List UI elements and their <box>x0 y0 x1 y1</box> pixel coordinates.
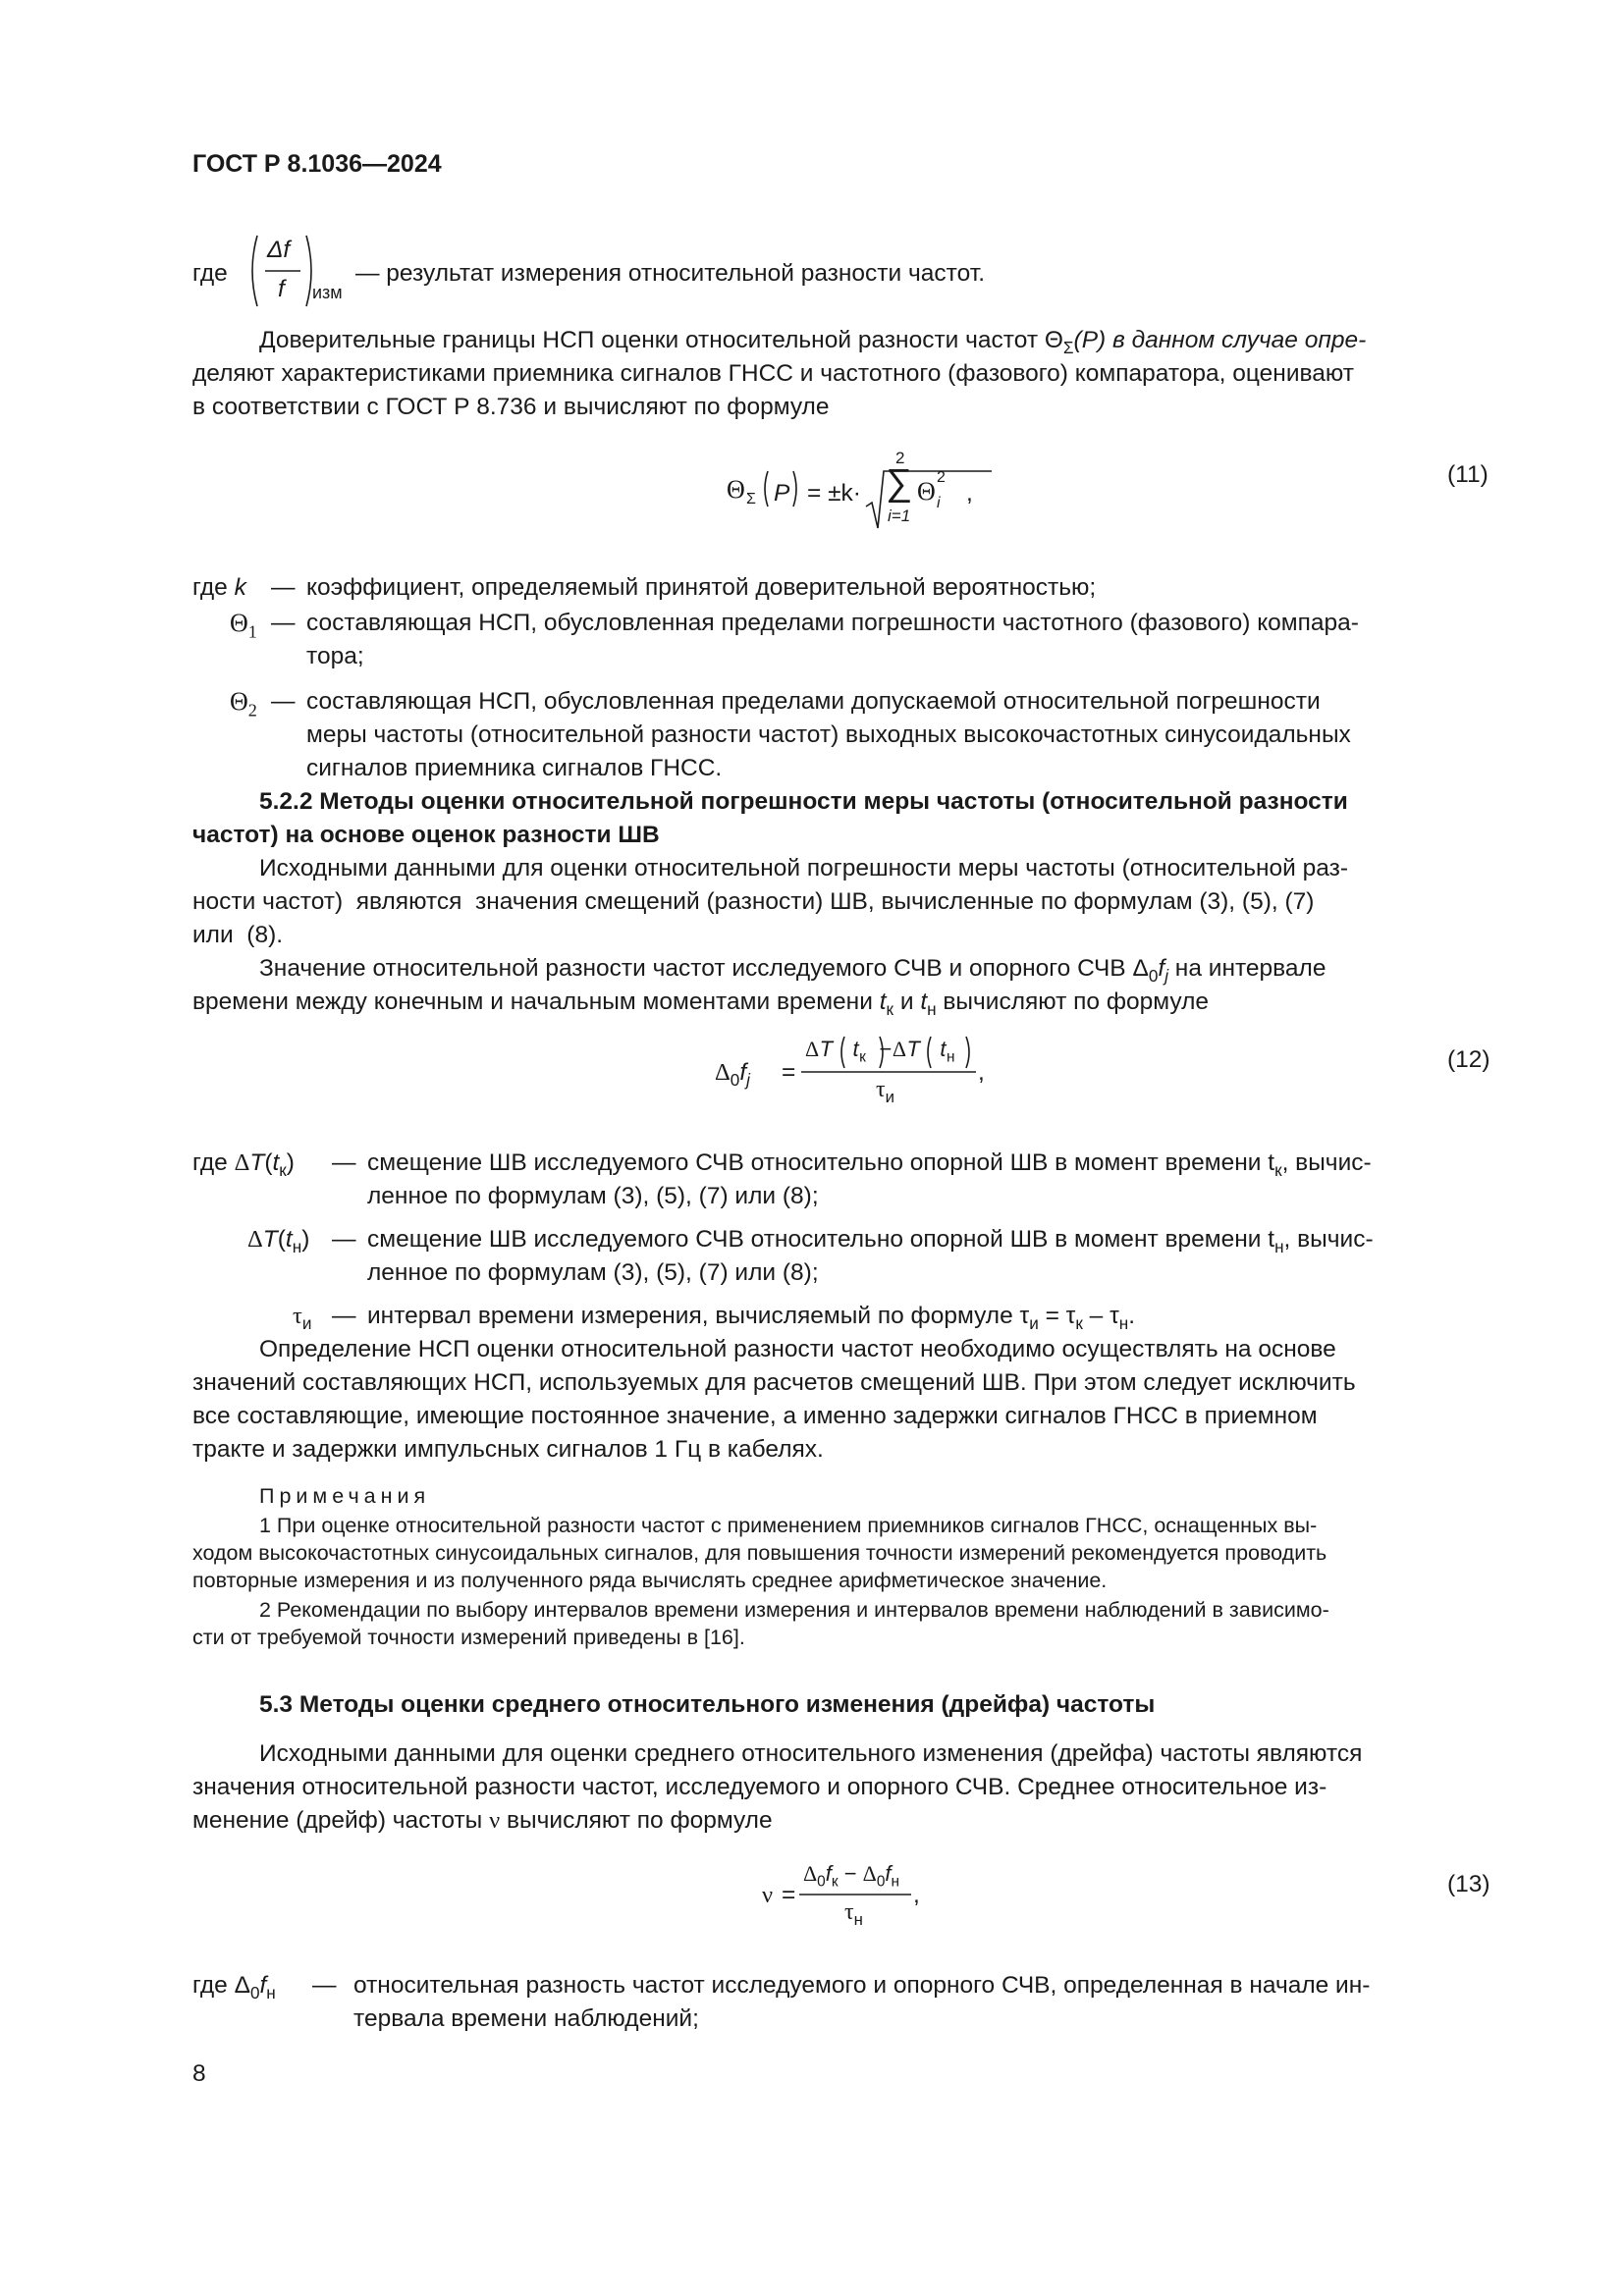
note1-line3: повторные измерения и из полученного ряда вычислять среднее арифметическое значение. <box>192 1569 1108 1592</box>
eq12-denominator <box>876 1076 895 1106</box>
para3-l2t1sub: к <box>886 999 894 1019</box>
note1-line1: 1 При оценке относительной разности частот с применением приемников сигналов ГНСС, оснащенных вы- <box>259 1514 1318 1537</box>
para3-l2t1: t <box>879 988 887 1015</box>
eq13-num-af: f <box>825 1861 832 1886</box>
eq11-sum-top: 2 <box>895 449 905 467</box>
def11-k-symbol: где k <box>192 574 246 601</box>
frac-denominator: f <box>278 276 285 302</box>
para1-line1-b-text: (P) в данном случае опре- <box>1073 327 1367 353</box>
def12-dtn-l1-end: , вычис- <box>1283 1226 1374 1253</box>
def12-tau-t6: . <box>1128 1303 1136 1329</box>
def11-theta2-line3: сигналов приемника сигналов ГНСС. <box>306 755 723 781</box>
equation-13 <box>762 1851 958 1936</box>
def12-tau-t4: – τ <box>1082 1303 1119 1329</box>
eq11-sum-bot: i=1 <box>888 507 911 525</box>
eq13-eq: = <box>782 1882 796 1908</box>
def12-tau-t1: и <box>1029 1313 1039 1333</box>
frac-numerator: Δf <box>267 237 291 263</box>
para4-line4: тракте и задержки импульсных сигналов 1 Гц в кабелях. <box>192 1436 824 1463</box>
def12-dt-k-symbol: где $\Delta T(t_к)$ <box>192 1149 295 1180</box>
def11-k-text: коэффициент, определяемый принятой доверительной вероятностью; <box>306 574 1097 601</box>
eq11-tail: , <box>966 480 973 507</box>
def12-dtn-l1-sub: н <box>1274 1237 1284 1256</box>
def12-dt-k-line1 <box>367 1147 1490 1180</box>
def13-symf: f <box>259 1972 267 1999</box>
eq13-denominator <box>844 1898 863 1929</box>
para2-line2: ности частот) являются значения смещений (разности) ШВ, вычисленные по формулам (3), (5), (7) <box>192 888 1315 915</box>
eq11-sum: ∑ <box>886 462 913 504</box>
eq13-number: (13) <box>1447 1871 1490 1897</box>
note1-line2: ходом высокочастотных синусоидальных сигналов, для повышения точности измерений рекомендуется проводить <box>192 1541 1327 1565</box>
def12-dtk-l1: смещение ШВ исследуемого СЧВ относительно опорной ШВ в момент времени t <box>367 1149 1275 1176</box>
equation-12 <box>715 1031 990 1115</box>
section-5-2-2-line1: 5.2.2 Методы оценки относительной погрешности меры частоты (относительной разности <box>259 788 1348 815</box>
block1-text: — результат измерения относительной разности частот. <box>355 260 986 287</box>
def12-tau-text <box>367 1300 1135 1333</box>
frac-subscript: изм <box>312 283 343 302</box>
def11-theta1-line1: составляющая НСП, обусловленная пределами погрешности частотного (фазового) компара- <box>306 610 1359 636</box>
eq13-num-a-sub: 0 <box>817 1873 826 1891</box>
para3-l2t2: t <box>920 988 928 1015</box>
eq13-num-b-sub: 0 <box>876 1873 886 1891</box>
para1-line2: деляют характеристиками приемника сигналов ГНСС и частотного (фазового) компаратора, оценивают <box>192 360 1354 387</box>
note2-line1: 2 Рекомендации по выбору интервалов времени измерения и интервалов времени наблюдений в зависимо- <box>259 1598 1329 1622</box>
para4-line2: значений составляющих НСП, используемых для расчетов смещений ШВ. При этом следует исключить <box>192 1369 1356 1396</box>
para1-line1 <box>259 324 1490 357</box>
eq12-lhs-sub: 0 <box>730 1070 740 1090</box>
para3-l1b: на интервале <box>1168 955 1326 982</box>
para3-l2mid: и <box>893 988 921 1015</box>
def13-symbol <box>192 1969 276 2002</box>
equation-11 <box>727 444 982 534</box>
def11-theta1-line2: тора; <box>306 643 364 669</box>
def11-theta2-line2: меры частоты (относительной разности частот) выходных высокочастотных синусоидальных <box>306 721 1351 748</box>
def11-theta2-line1: составляющая НСП, обусловленная пределами допускаемой относительной погрешности <box>306 688 1321 715</box>
para1-line1-b <box>1074 327 1367 353</box>
def11-theta1-symbol <box>230 607 257 640</box>
eq13-den-tau: τ <box>844 1899 854 1925</box>
para3-line2 <box>192 986 1490 1019</box>
eq11-theta: Θ <box>727 475 745 504</box>
para3-l2t2sub: н <box>927 999 937 1019</box>
def12-tau-t2: = τ <box>1038 1303 1076 1329</box>
where-label: где <box>192 260 228 287</box>
eq12-number: (12) <box>1447 1046 1490 1073</box>
eq13-num-b: Δ <box>862 1861 877 1886</box>
def12-tau-sub: и <box>301 1313 312 1333</box>
eq13-numerator <box>803 1859 899 1889</box>
def13-symsub: 0 <box>249 1983 260 2002</box>
def12-dt-n-dash: — <box>332 1226 356 1253</box>
para3-l1sub: 0 <box>1148 966 1159 986</box>
eq11-arg: P <box>774 480 790 507</box>
eq13-num-a: Δ <box>803 1861 818 1886</box>
para4-line3: все составляющие, имеющие постоянное значение, а именно задержки сигналов ГНСС в приемном <box>192 1403 1318 1429</box>
def11-theta2-sub: 2 <box>247 700 257 721</box>
def11-theta1-sub: 1 <box>247 621 257 642</box>
def12-dt-n-symbol: $\Delta T(t_н)$ <box>247 1226 310 1256</box>
def12-tau-t0: интервал времени измерения, вычисляемый по формуле τ <box>367 1303 1030 1329</box>
para5-l3a: менение (дрейф) частоты <box>192 1807 490 1834</box>
def12-dtn-sub: н <box>292 1237 302 1256</box>
def13-dash: — <box>312 1972 337 1999</box>
eq11-eq: = ±k· <box>807 480 861 507</box>
def12-dtk-sub: к <box>279 1160 287 1180</box>
eq12-lhs-fsub: j <box>746 1070 750 1090</box>
def12-tau-sym: τ <box>293 1303 302 1329</box>
def12-dtk-l1-end: , вычис- <box>1281 1149 1372 1176</box>
eq11-theta-sub: Σ <box>746 491 756 507</box>
def12-dtk-l1-sub: к <box>1274 1160 1282 1180</box>
para3-l2b: вычисляют по формуле <box>936 988 1210 1015</box>
eq13-num-bf: f <box>885 1861 892 1886</box>
eq11-term-sub: i <box>937 495 941 511</box>
eq13-num-af-sub: к <box>831 1873 839 1891</box>
eq12-lhs-delta: Δ <box>715 1059 731 1086</box>
def11-theta1-dash: — <box>271 610 296 636</box>
page-number: 8 <box>192 2060 206 2087</box>
def12-tau-symbol <box>293 1300 311 1333</box>
def12-dt-n-line1 <box>367 1223 1490 1256</box>
para3-line1 <box>259 952 1490 986</box>
para3-l1a: Значение относительной разности частот исследуемого СЧВ и опорного СЧВ Δ <box>259 955 1149 982</box>
def12-tau-t3: к <box>1075 1313 1083 1333</box>
para1-line3: в соответствии с ГОСТ Р 8.736 и вычисляют по формуле <box>192 394 830 420</box>
def11-theta2-symbol <box>230 685 257 719</box>
para3-l2a: времени между конечным и начальным моментами времени <box>192 988 880 1015</box>
def12-tau-dash: — <box>332 1303 356 1329</box>
def11-theta1-sym: Θ <box>230 609 248 637</box>
eq12-eq: = <box>782 1059 796 1086</box>
para1-line1-a: Доверительные границы НСП оценки относительной разности частот Θ <box>259 327 1063 353</box>
def13-line1: относительная разность частот исследуемого и опорного СЧВ, определенная в начале ин- <box>353 1972 1371 1999</box>
document-header: ГОСТ Р 8.1036—2024 <box>192 150 442 178</box>
eq12-lhs-f: f <box>739 1059 747 1086</box>
para5-line3 <box>192 1804 773 1838</box>
para5-line2: значения относительной разности частот, исследуемого и опорного СЧВ. Среднее относительное из- <box>192 1774 1327 1800</box>
para2-line1: Исходными данными для оценки относительной погрешности меры частоты (относительной раз- <box>259 855 1348 881</box>
para5-line1: Исходными данными для оценки среднего относительного изменения (дрейфа) частоты являются <box>259 1740 1363 1767</box>
def13-sym: где Δ <box>192 1972 250 1999</box>
def12-dt-k-line2: ленное по формулам (3), (5), (7) или (8); <box>367 1183 819 1209</box>
para4-line1: Определение НСП оценки относительной разности частот необходимо осуществлять на основе <box>259 1336 1336 1362</box>
eq12-den-sub: и <box>885 1087 895 1106</box>
def12-dt-n-line2: ленное по формулам (3), (5), (7) или (8); <box>367 1259 819 1286</box>
eq13-lhs: ν <box>762 1882 774 1908</box>
def12-dtn-l1: смещение ШВ исследуемого СЧВ относительно опорной ШВ в момент времени t <box>367 1226 1275 1253</box>
para1-line1-sub: Σ <box>1062 338 1074 357</box>
def11-theta2-sym: Θ <box>230 687 248 716</box>
def13-line2: тервала времени наблюдений; <box>353 2005 699 2032</box>
def11-k-dash: — <box>271 574 296 601</box>
eq11-term-sup: 2 <box>937 469 946 486</box>
eq13-den-sub: н <box>853 1909 863 1929</box>
eq13-num-bf-sub: н <box>891 1873 899 1891</box>
eq12-den-tau: τ <box>876 1077 886 1102</box>
section-5-2-2-line2: частот) на основе оценок разности ШВ <box>192 822 660 848</box>
eq12-lhs <box>715 1056 750 1090</box>
notes-title: Примечания <box>259 1484 431 1508</box>
def12-tau-t5: н <box>1118 1313 1129 1333</box>
para3-l1fsub: j <box>1164 966 1168 986</box>
para5-l3b: вычисляют по формуле <box>500 1807 773 1834</box>
def13-symfsub: н <box>266 1983 276 2002</box>
eq13-tail: , <box>913 1882 920 1908</box>
eq12-tail: , <box>978 1059 985 1086</box>
para2-line3: или (8). <box>192 922 284 948</box>
para5-l3nu: ν <box>489 1807 501 1834</box>
section-5-3-title: 5.3 Методы оценки среднего относительного изменения (дрейфа) частоты <box>259 1691 1156 1718</box>
def11-theta2-dash: — <box>271 688 296 715</box>
eq11-number: (11) <box>1447 461 1489 488</box>
para3-l1f: f <box>1158 955 1165 982</box>
eq12-numerator: ΔT $t_к -\Delta T$ $t_н$ <box>805 1037 955 1066</box>
eq13-num-minus: − <box>838 1861 863 1886</box>
eq11-term: Θ <box>917 477 936 506</box>
def12-dt-k-dash: — <box>332 1149 356 1176</box>
note2-line2: сти от требуемой точности измерений приведены в [16]. <box>192 1626 745 1649</box>
